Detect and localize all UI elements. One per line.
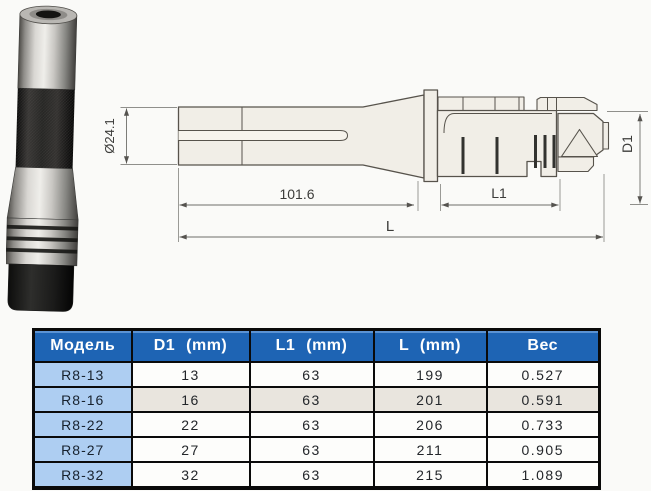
diameter-label: Ø24.1 bbox=[102, 118, 117, 154]
l1-cell: 63 bbox=[250, 437, 374, 462]
weight-cell: 0.591 bbox=[487, 387, 600, 412]
l-label: L bbox=[385, 218, 395, 235]
d1-cell: 13 bbox=[132, 362, 250, 387]
header-cell-model: Модель bbox=[34, 330, 132, 363]
table-row bbox=[34, 412, 600, 437]
pilot-stub bbox=[603, 123, 609, 150]
l-cell: 215 bbox=[374, 462, 487, 488]
model-cell: R8-32 bbox=[34, 462, 132, 488]
collet-slot bbox=[179, 131, 348, 141]
model-cell: R8-27 bbox=[34, 437, 132, 462]
l-cell: 211 bbox=[374, 437, 487, 462]
l-cell: 201 bbox=[374, 387, 487, 412]
table-row bbox=[34, 362, 600, 387]
header-cell-d1: D1 (mm) bbox=[132, 330, 250, 363]
body-groove bbox=[534, 135, 537, 168]
bottom-cap bbox=[8, 264, 74, 312]
technical-drawing bbox=[95, 78, 651, 250]
l1-cell: 63 bbox=[250, 387, 374, 412]
shank-cylinder bbox=[18, 14, 77, 90]
l1-cell: 63 bbox=[250, 412, 374, 437]
header-cell-l: L (mm) bbox=[374, 330, 487, 363]
weight-cell: 1.089 bbox=[487, 462, 600, 488]
weight-cell: 0.527 bbox=[487, 362, 600, 387]
header-row bbox=[34, 330, 600, 363]
product-photo bbox=[6, 2, 98, 314]
d1-cell: 27 bbox=[132, 437, 250, 462]
header-cell-l1: L1 (mm) bbox=[250, 330, 374, 363]
body-groove bbox=[496, 137, 499, 174]
taper-section bbox=[7, 167, 79, 220]
l-cell: 206 bbox=[374, 412, 487, 437]
d1-cell: 32 bbox=[132, 462, 250, 488]
model-cell: R8-13 bbox=[34, 362, 132, 387]
table-row bbox=[34, 462, 600, 488]
d1-cell: 22 bbox=[132, 412, 250, 437]
body-groove bbox=[553, 135, 556, 168]
l1-cell: 63 bbox=[250, 462, 374, 488]
header-cell-weight: Вес bbox=[487, 330, 600, 363]
body-top-steps bbox=[438, 97, 524, 111]
body-groove bbox=[462, 137, 465, 174]
product-photo-svg bbox=[6, 2, 98, 314]
flange bbox=[424, 90, 438, 182]
nut-bottom-cap bbox=[558, 157, 594, 172]
model-cell: R8-16 bbox=[34, 387, 132, 412]
nut-top-cap bbox=[537, 98, 597, 111]
weight-cell: 0.733 bbox=[487, 412, 600, 437]
shank-length-label: 101.6 bbox=[279, 186, 315, 202]
weight-cell: 0.905 bbox=[487, 437, 600, 462]
d1-label: D1 bbox=[619, 135, 635, 153]
l1-label: L1 bbox=[491, 185, 507, 201]
body-groove bbox=[544, 135, 547, 168]
knurl-texture bbox=[16, 88, 75, 169]
table-row bbox=[34, 437, 600, 462]
l1-cell: 63 bbox=[250, 362, 374, 387]
spec-table bbox=[32, 328, 601, 490]
model-cell: R8-22 bbox=[34, 412, 132, 437]
table-row bbox=[34, 387, 600, 412]
d1-cell: 16 bbox=[132, 387, 250, 412]
l-cell: 199 bbox=[374, 362, 487, 387]
technical-drawing-svg bbox=[95, 78, 651, 250]
